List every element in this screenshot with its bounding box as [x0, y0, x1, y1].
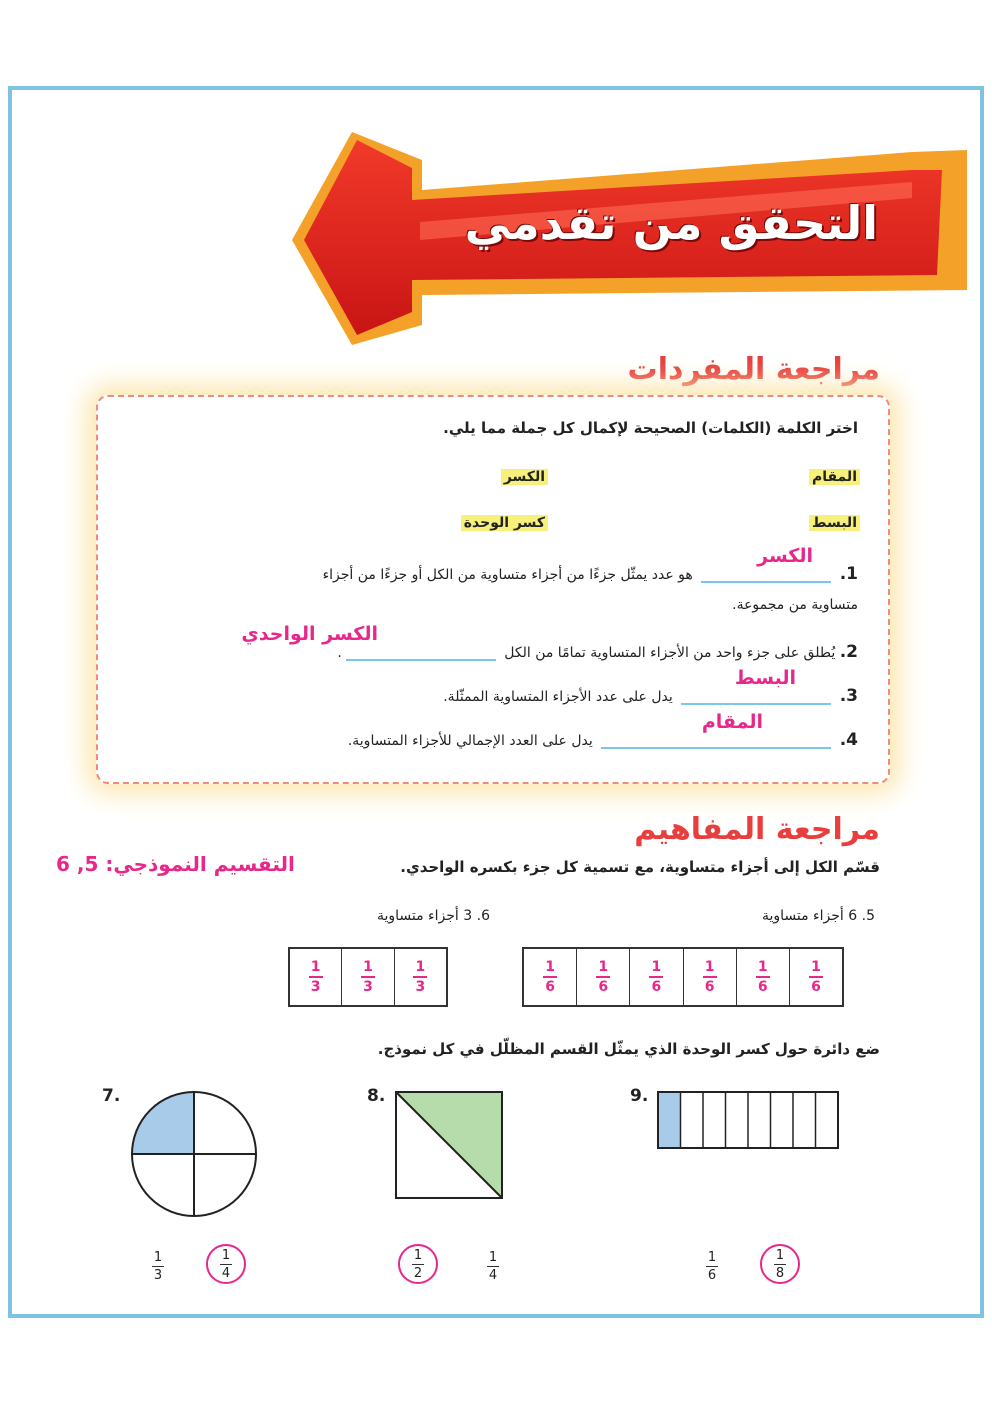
vocab-instruction: اختر الكلمة (الكلمات) الصحيحة لإكمال كل جملة مما يلي.: [443, 419, 858, 437]
model-note: التقسيم النموذجي: 5, 6: [56, 852, 295, 876]
page-frame: [8, 86, 984, 1318]
choice-9b-circled[interactable]: [760, 1244, 800, 1284]
frac-den: 6: [651, 979, 662, 995]
choice-num: 1: [153, 1250, 163, 1265]
frac-den: 6: [757, 979, 768, 995]
question-text: هو عدد يمثّل جزءًا من أجزاء متساوية من الكل أو جزءًا من أجزاء: [322, 567, 693, 583]
frac-den: 6: [545, 979, 555, 995]
bar-cell: [789, 949, 842, 1005]
concepts-instruction: قسّم الكل إلى أجزاء متساوية، مع تسمية كل جزء بكسره الواحدي.: [400, 858, 880, 876]
q5-label: 5. 6 أجزاء متساوية: [761, 908, 875, 924]
choice-den: 8: [775, 1265, 785, 1281]
model-9-number: 9.: [630, 1086, 649, 1106]
q6-label: 6. 3 أجزاء متساوية: [376, 908, 490, 924]
frac-den: 3: [363, 979, 373, 995]
frac-num: 1: [598, 959, 609, 975]
word-unit-fraction: كسر الوحدة: [461, 515, 548, 531]
circle-model: [130, 1090, 258, 1218]
bar-cell: [629, 949, 682, 1005]
question-text: يدل على العدد الإجمالي للأجزاء المتساوية.: [347, 733, 593, 749]
bar-cell: [394, 949, 446, 1005]
answer-3: البسط: [734, 667, 796, 689]
question-text: يُطلق على جزء واحد من الأجزاء المتساوية تمامًا من الكل: [504, 645, 836, 661]
frac-den: 6: [811, 979, 821, 995]
answer-blank[interactable]: [601, 733, 831, 749]
vocab-section-title: مراجعة المفردات: [627, 352, 880, 387]
word-denominator: المقام: [809, 469, 860, 485]
choice-7b-circled[interactable]: [206, 1244, 246, 1284]
vocab-box: [96, 395, 890, 784]
bar-cell: [576, 949, 629, 1005]
choice-8a-circled[interactable]: [398, 1244, 438, 1284]
answer-1: الكسر: [757, 545, 813, 567]
bar-model: [656, 1090, 840, 1150]
choice-num: 1: [707, 1250, 717, 1265]
word-numerator: البسط: [809, 515, 860, 531]
bar-cell: [290, 949, 341, 1005]
choice-num: 1: [488, 1250, 498, 1265]
frac-num: 1: [704, 959, 715, 975]
answer-blank[interactable]: [681, 689, 831, 705]
frac-num: 1: [757, 959, 768, 975]
question-number: 4.: [839, 730, 858, 750]
word-fraction: الكسر: [501, 469, 548, 485]
bar-cell: [736, 949, 789, 1005]
q5-fraction-bar: [522, 947, 844, 1007]
choice-den: 2: [413, 1265, 423, 1281]
bar-cell: [683, 949, 736, 1005]
choice-num: 1: [221, 1247, 231, 1263]
answer-blank[interactable]: [701, 567, 831, 583]
bar-cell: [341, 949, 393, 1005]
model-8-number: 8.: [367, 1086, 386, 1106]
choice-den: 4: [488, 1268, 498, 1283]
question-number: 2.: [839, 642, 858, 662]
frac-num: 1: [545, 959, 555, 975]
q6-fraction-bar: [288, 947, 448, 1007]
frac-num: 1: [415, 959, 426, 975]
frac-num: 1: [310, 959, 321, 975]
frac-num: 1: [811, 959, 821, 975]
banner: [12, 90, 984, 350]
question-1: [158, 559, 858, 620]
frac-den: 3: [310, 979, 321, 995]
answer-2: الكسر الواحدي: [241, 623, 378, 645]
question-text-line2: متساوية من مجموعة.: [732, 597, 858, 613]
frac-num: 1: [651, 959, 662, 975]
choice-num: 1: [775, 1247, 785, 1263]
choice-den: 3: [153, 1268, 163, 1283]
answer-4: المقام: [701, 711, 763, 733]
frac-den: 6: [598, 979, 609, 995]
frac-den: 6: [704, 979, 715, 995]
choice-8b[interactable]: [487, 1250, 499, 1283]
bar-cell: [524, 949, 576, 1005]
circle-instruction: ضع دائرة حول كسر الوحدة الذي يمثّل القسم المظلّل في كل نموذج.: [377, 1040, 880, 1058]
choice-7a[interactable]: [152, 1250, 164, 1283]
concepts-section-title: مراجعة المفاهيم: [634, 812, 880, 847]
choice-den: 4: [221, 1265, 231, 1281]
question-text: يدل على عدد الأجزاء المتساوية الممثّلة.: [443, 689, 673, 705]
question-end: .: [337, 645, 342, 661]
frac-den: 3: [415, 979, 426, 995]
choice-9a[interactable]: [706, 1250, 718, 1283]
square-model: [394, 1090, 504, 1200]
shaded-eighth: [658, 1092, 681, 1148]
frac-num: 1: [363, 959, 373, 975]
model-7-number: 7.: [102, 1086, 121, 1106]
banner-title: التحقق من تقدمي: [464, 196, 878, 250]
question-number: 1.: [839, 564, 858, 584]
answer-blank[interactable]: [346, 645, 496, 661]
question-number: 3.: [839, 686, 858, 706]
choice-den: 6: [707, 1268, 717, 1283]
choice-num: 1: [413, 1247, 423, 1263]
